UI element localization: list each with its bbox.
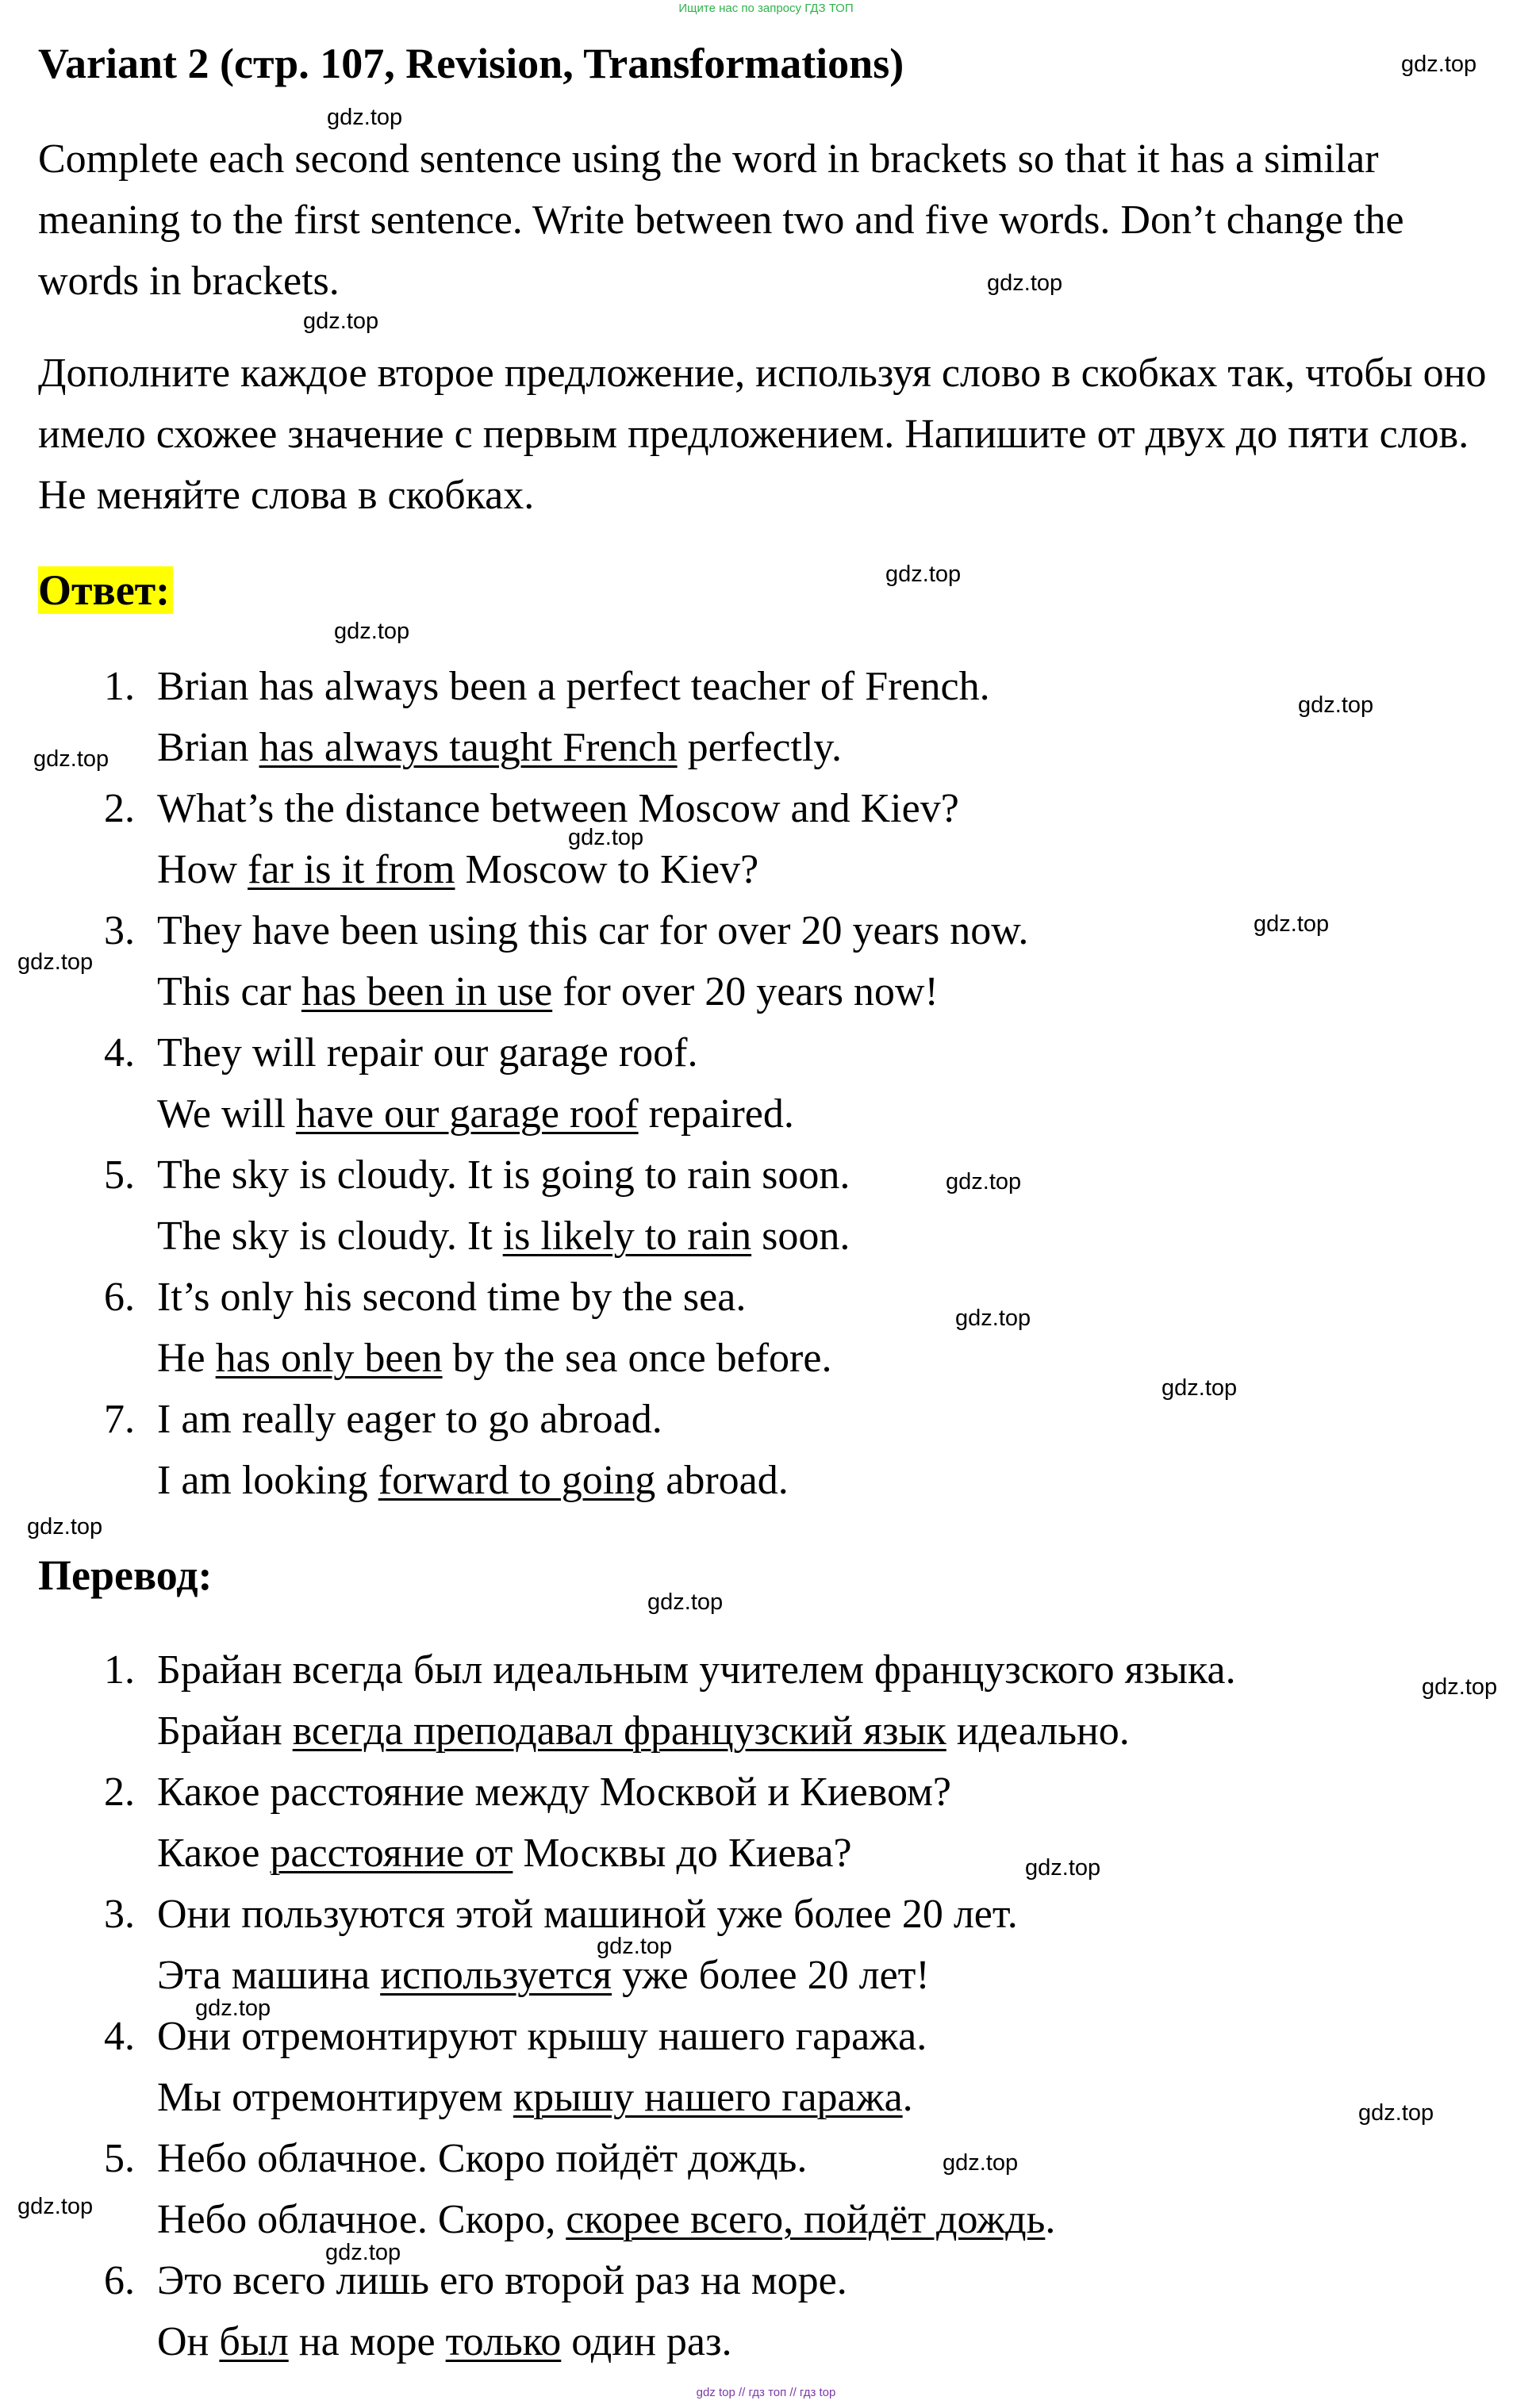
watermark: gdz.top: [27, 1514, 103, 1540]
watermark: gdz.top: [33, 746, 109, 772]
watermark: gdz.top: [1161, 1375, 1238, 1401]
item-number: 2.: [104, 786, 135, 831]
sentence-start: Brian: [157, 725, 259, 770]
underlined-answer: скорее всего, пойдёт дождь: [566, 2197, 1046, 2242]
sentence-start: How: [157, 847, 248, 892]
sentence-start: Небо облачное. Скоро,: [157, 2197, 566, 2242]
original-sentence: The sky is cloudy. It is going to rain soon.: [157, 1152, 850, 1198]
watermark: gdz.top: [1025, 1855, 1101, 1881]
translation-heading: Перевод:: [38, 1551, 213, 1599]
watermark: gdz.top: [568, 825, 644, 850]
item-number: 4.: [104, 1030, 135, 1076]
item-number: 6.: [104, 1275, 135, 1320]
top-banner: Ищите нас по запросу ГДЗ ТОП: [678, 2, 854, 15]
list-item: [87, 1022, 1028, 1145]
watermark: gdz.top: [987, 270, 1063, 296]
sentence-end: soon.: [751, 1214, 850, 1259]
watermark: gdz.top: [597, 1934, 673, 1959]
sentence-start: We will: [157, 1091, 296, 1137]
underlined-answer: has only been: [215, 1336, 443, 1381]
original-sentence: Они отремонтируют крышу нашего гаража.: [157, 2014, 927, 2059]
original-sentence: They will repair our garage roof.: [157, 1030, 698, 1076]
watermark: gdz.top: [327, 105, 403, 130]
underlined-answer: используется: [380, 1953, 612, 1998]
sentence-start: Брайан: [157, 1708, 293, 1754]
item-number: 1.: [104, 1647, 135, 1693]
instruction-english: Complete each second sentence using the word in brackets so that it has a similar meaning to the first sentence. Write between two and five words. Don’t change the words in brackets.: [38, 136, 1404, 304]
watermark: gdz.top: [303, 309, 379, 334]
underlined-answer: был: [219, 2319, 289, 2364]
original-sentence: What’s the distance between Moscow and Kiev?: [157, 786, 959, 831]
sentence-start: Он: [157, 2319, 220, 2364]
transformed-sentence: [157, 2311, 1236, 2372]
list-item: [87, 778, 1028, 900]
transformed-sentence: [157, 2189, 1236, 2250]
sentence-start: I am looking: [157, 1458, 378, 1503]
sentence-start: Эта машина: [157, 1953, 381, 1998]
item-number: 5.: [104, 1152, 135, 1198]
transformed-sentence: [157, 717, 1028, 778]
list-item: [87, 1145, 1028, 1267]
item-number: 2.: [104, 1770, 135, 1815]
watermark: gdz.top: [946, 1169, 1022, 1194]
list-item: [87, 900, 1028, 1022]
watermark: gdz.top: [1254, 911, 1330, 937]
list-item: [87, 2128, 1236, 2250]
transformed-sentence: [157, 2067, 1236, 2128]
page-title: Variant 2 (стр. 107, Revision, Transformations): [38, 40, 904, 87]
list-item: [87, 656, 1028, 778]
watermark: gdz.top: [1401, 52, 1477, 77]
sentence-end: .: [902, 2075, 913, 2120]
watermark: gdz.top: [885, 562, 962, 587]
watermark: gdz.top: [1358, 2100, 1434, 2126]
bottom-banner: gdz top // гдз топ // гдз top: [696, 2386, 836, 2399]
underlined-answer: forward to going: [378, 1458, 656, 1503]
watermark: gdz.top: [334, 619, 410, 644]
underlined-answer: has always taught French: [259, 725, 678, 770]
watermark: gdz.top: [17, 2194, 94, 2219]
original-sentence: Небо облачное. Скоро пойдёт дождь.: [157, 2136, 808, 2181]
watermark: gdz.top: [1298, 692, 1374, 718]
sentence-end: repaired.: [638, 1091, 794, 1137]
item-number: 3.: [104, 908, 135, 953]
original-sentence: Какое расстояние между Москвой и Киевом?: [157, 1770, 951, 1815]
sentence-start: The sky is cloudy. It: [157, 1214, 503, 1259]
transformed-sentence: [157, 961, 1028, 1022]
sentence-start: This car: [157, 969, 301, 1014]
original-sentence: I am really eager to go abroad.: [157, 1397, 662, 1442]
item-number: 3.: [104, 1892, 135, 1937]
item-number: 1.: [104, 664, 135, 709]
original-sentence: Это всего лишь его второй раз на море.: [157, 2258, 847, 2303]
watermark: gdz.top: [325, 2240, 401, 2265]
sentence-start: He: [157, 1336, 216, 1381]
sentence-end: .: [1045, 2197, 1056, 2242]
underlined-answer: have our garage roof: [295, 1091, 639, 1137]
sentence-end: abroad.: [655, 1458, 789, 1503]
watermark: gdz.top: [955, 1306, 1031, 1331]
sentence-end: perfectly.: [677, 725, 843, 770]
sentence-start: Какое: [157, 1831, 271, 1876]
watermark: gdz.top: [647, 1589, 724, 1615]
item-number: 4.: [104, 2014, 135, 2059]
original-sentence: Они пользуются этой машиной уже более 20 лет.: [157, 1892, 1018, 1937]
original-sentence: Брайан всегда был идеальным учителем французского языка.: [157, 1647, 1236, 1693]
item-number: 6.: [104, 2258, 135, 2303]
instruction-russian: Дополните каждое второе предложение, используя слово в скобках так, чтобы оно имело схожее значение с первым предложением. Напишите от двух до пяти слов. Не меняйте слова в скобках.: [38, 351, 1487, 518]
list-item: [87, 1389, 1028, 1511]
underlined-answer: крышу нашего гаража: [513, 2075, 903, 2120]
sentence-end: идеально.: [946, 1708, 1130, 1754]
sentence-end: Moscow to Kiev?: [455, 847, 759, 892]
original-sentence: They have been using this car for over 20 years now.: [157, 908, 1029, 953]
original-sentence: Brian has always been a perfect teacher of French.: [157, 664, 990, 709]
sentence-start: Мы отремонтируем: [157, 2075, 513, 2120]
list-item: [87, 2250, 1236, 2372]
list-item: [87, 1639, 1236, 1762]
sentence-end: один раз.: [561, 2319, 732, 2364]
underlined-answer: всегда преподавал французский язык: [292, 1708, 946, 1754]
original-sentence: It’s only his second time by the sea.: [157, 1275, 747, 1320]
watermark: gdz.top: [1422, 1674, 1498, 1700]
transformed-sentence: [157, 1206, 1028, 1267]
answers-list: [87, 656, 1028, 1511]
list-item: [87, 2006, 1236, 2128]
answer-heading: [38, 562, 173, 619]
list-item: [87, 1267, 1028, 1389]
item-number: 5.: [104, 2136, 135, 2181]
watermark: gdz.top: [943, 2150, 1019, 2176]
underlined-answer: far is it from: [248, 847, 455, 892]
item-number: 7.: [104, 1397, 135, 1442]
transformed-sentence: [157, 1945, 1236, 2006]
transformed-sentence: [157, 1328, 1028, 1389]
sentence-end: by the sea once before.: [442, 1336, 832, 1381]
underlined-answer: расстояние от: [270, 1831, 513, 1876]
sentence-end: for over 20 years now!: [552, 969, 939, 1014]
transformed-sentence: [157, 1083, 1028, 1145]
transformed-sentence: [157, 1450, 1028, 1511]
underlined-answer: has been in use: [301, 969, 553, 1014]
underlined-answer: is likely to rain: [502, 1214, 752, 1259]
sentence-middle: на море: [288, 2319, 446, 2364]
watermark: gdz.top: [17, 949, 94, 975]
transformed-sentence: [157, 1701, 1236, 1762]
sentence-end: Москвы до Киева?: [513, 1831, 852, 1876]
watermark: gdz.top: [195, 1996, 271, 2021]
underlined-answer-2: только: [445, 2319, 562, 2364]
sentence-end: уже более 20 лет!: [612, 1953, 930, 1998]
answer-heading-label: Ответ:: [38, 566, 173, 614]
